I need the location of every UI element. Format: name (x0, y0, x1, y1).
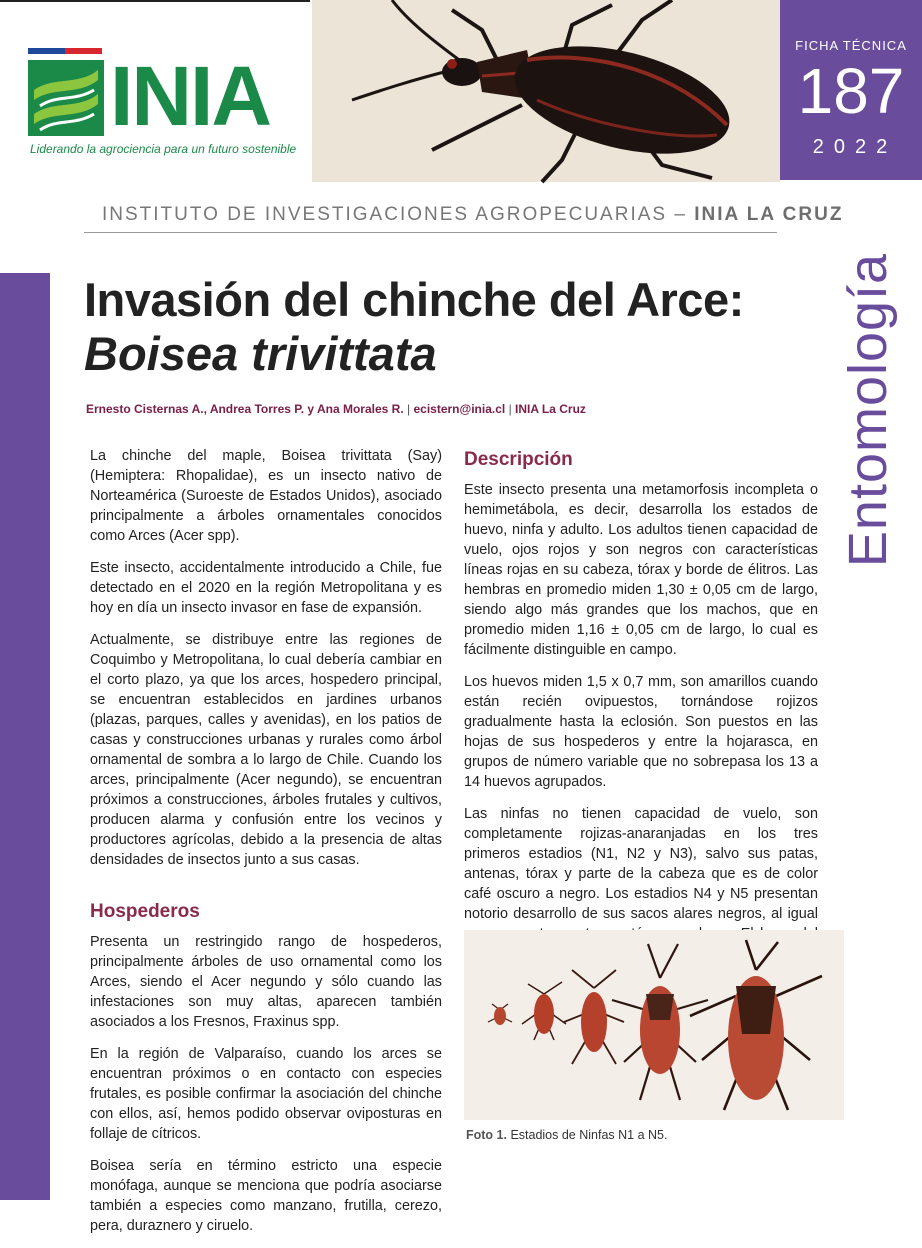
authors-line: Ernesto Cisternas A., Andrea Torres P. y Ana Morales R. | ecistern@inia.cl | INIA La Cruz (86, 402, 586, 416)
adult-bug-illustration (312, 0, 780, 182)
page-title-line-1: Invasión del chinche del Arce: (84, 273, 744, 326)
descripcion-paragraph-1: Este insecto presenta una metamorfosis incompleta o hemimetábola, es decir, desarrolla los estados de huevo, ninfa y adulto. Los adultos tienen capacidad de vuelo, ojos rojos y son negros con características líneas rojas en su cabeza, tórax y borde de élitros. Las hembras en promedio miden 1,30 ± 0,05 cm de largo, siendo algo más grandes que los machos, que en promedio miden 1,16 ± 0,05 cm de largo, lo cual es fácilmente distinguible en campo. (464, 482, 818, 658)
chile-flag-stripe (28, 48, 102, 54)
descripcion-heading: Descripción (464, 449, 573, 470)
descripcion-paragraph-2: Los huevos miden 1,5 x 0,7 mm, son amarillos cuando están recién ovipuestos, tornándose rojizos gradualmente hasta la eclosión. Son puestos en las hojas de sus hospederos y entre la hojarasca, en grupos de número variable que no sobrepasa los 13 a 14 huevos agrupados. (464, 674, 818, 790)
institute-line (102, 204, 843, 226)
left-column (90, 446, 442, 1248)
intro-paragraph-2: Este insecto, accidentalmente introducido a Chile, fue detectado en el 2020 en la región Metropolitana y es hoy en día un insecto invasor en fase de expansión. (90, 560, 442, 616)
top-rule (0, 0, 310, 2)
author-email[interactable]: ecistern@inia.cl (413, 402, 506, 416)
institute-center: INIA LA CRUZ (694, 204, 844, 225)
nymph-stages-illustration (464, 930, 844, 1120)
institute-rule (84, 232, 777, 233)
badge-number: 187 (797, 55, 905, 127)
category-label: Entomología (838, 252, 898, 568)
caption-label: Foto 1. (466, 1128, 507, 1142)
fact-sheet-badge (780, 0, 922, 180)
inia-leaf-icon (28, 60, 104, 136)
author-names: Ernesto Cisternas A., Andrea Torres P. y Ana Morales R. (86, 402, 404, 416)
left-accent-bar (0, 273, 50, 1200)
descripcion-paragraph-3: Las ninfas no tienen capacidad de vuelo, son completamente rojizas-anaranjadas en los tres primeros estadios (N1, N2 y N3), salvo sus patas, antenas, tórax y parte de la cabeza que es de color café oscuro a negro. Los estadios N4 y N5 presentan notorio desarrollo de sus sacos alares negros, al igual (464, 806, 818, 922)
institute-name: INSTITUTO DE INVESTIGACIONES AGROPECUARIAS (102, 204, 668, 225)
photo-caption (466, 1128, 667, 1142)
nymph-stages-photo (464, 930, 844, 1120)
badge-year: 2022 (812, 136, 898, 158)
caption-text: Estadios de Ninfas N1 a N5. (506, 1128, 668, 1142)
logo-tagline: Liderando la agrociencia para un futuro sostenible (30, 142, 297, 156)
hospederos-paragraph-1: Presenta un restringido rango de hospederos, principalmente árboles de uso ornamental como los Arces, siendo el Acer negundo y sólo cuando las infestaciones son muy altas, aparecen también asociados a los Fresnos, Fraxinus spp. (90, 934, 442, 1030)
logo-wordmark: INIA (110, 49, 270, 143)
badge-label: FICHA TÉCNICA (795, 38, 907, 53)
intro-paragraph-1: La chinche del maple, Boisea trivittata (Say) (Hemiptera: Rhopalidae), es un insecto nativo de Norteamérica (Suroeste de Estados Unidos), asociado principalmente a árboles ornamentales conocidos como Arces (Acer spp). (90, 448, 442, 544)
hospederos-heading: Hospederos (90, 901, 200, 922)
hospederos-paragraph-2: En la región de Valparaíso, cuando los arces se encuentran próximos o en contacto con especies frutales, es posible confirmar la asociación del chinche con ellos, así, hemos podido observar oviposturas en follaje de cítricos. (90, 1046, 442, 1142)
intro-paragraph-3: Actualmente, se distribuye entre las regiones de Coquimbo y Metropolitana, lo cual debería cambiar en el corto plazo, ya que los arces, hospedero principal, se encuentran establecidos en jardines urbanos (plazas, parques, calles y avenidas), en los patios de casas y construcciones urbanas y rurales como árbol ornamental de sombra a lo largo de Chile. Cuando los arces, principalmente (Acer negundo), se encuentran próximos a construcciones, árboles frutales y cultivos, producen alarma y confusión entre los vecinos y productores agrícolas, debido a la presencia de altas densidades de insectos junto a sus casas. (90, 632, 442, 868)
header-photo-adult-bug (312, 0, 780, 182)
inia-logo (28, 48, 298, 158)
institute-separator: – (667, 204, 695, 225)
author-center: INIA La Cruz (515, 402, 586, 416)
page-title-line-2: Boisea trivittata (84, 327, 437, 380)
hospederos-paragraph-3: Boisea sería en término estricto una especie monófaga, aunque se menciona que podría asociarse también a especies como manzano, frutilla, cerezo, pera, duraznero y ciruelo. (90, 1158, 442, 1234)
